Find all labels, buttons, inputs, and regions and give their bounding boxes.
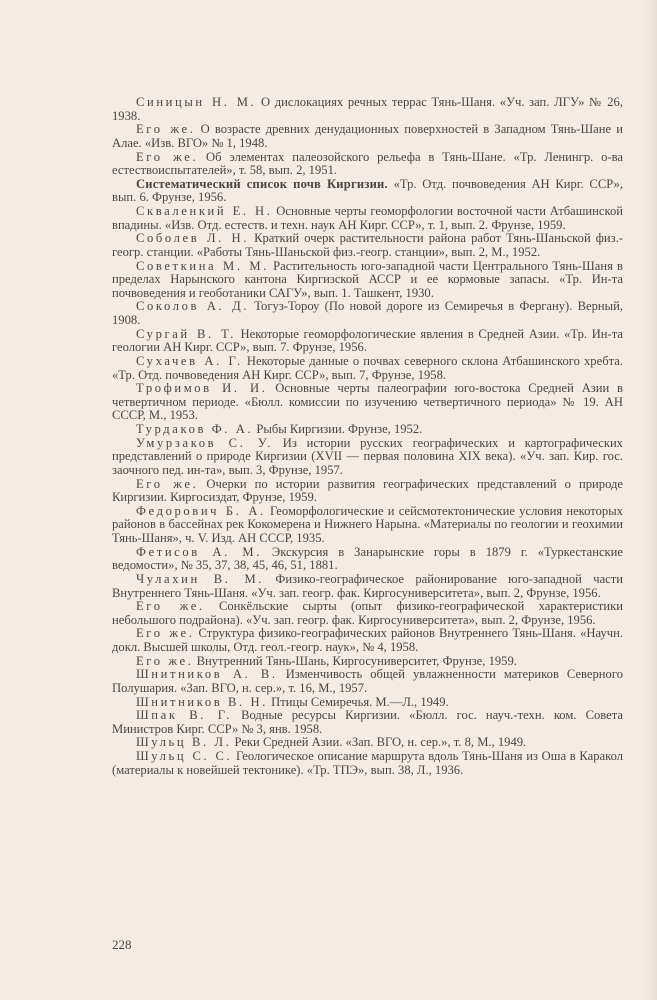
entry-text: Птицы Семиречья. М.—Л., 1949. (267, 694, 449, 709)
entry-author: Умурзаков С. У. (136, 435, 273, 450)
bibliography-entry (112, 96, 623, 123)
entry-author: Соболев Л. Н. (136, 231, 249, 246)
bibliography-entry (112, 696, 623, 710)
entry-text: Сонкёльские сырты (опыт физико-географической характеристики небольшого подрайона). «Уч. зап. геогр. фак. Киргосуниверситета», вып. 2, Фрунзе, 1956. (112, 599, 623, 627)
entry-text: Тогуз-Тороу (По новой дороге из Семиречья в Фергану). Верный, 1908. (112, 299, 623, 327)
entry-author: Его же. (136, 599, 205, 614)
entry-author: Шульц В. Л. (136, 735, 232, 750)
entry-author: Скваленкий Е. Н. (136, 204, 273, 218)
entry-text: Структура физико-географических районов Внутреннего Тянь-Шаня. «Научн. докл. Высшей школы, Отд. геол.-геогр. наук», № 4, 1958. (112, 626, 623, 654)
entry-author: Трофимов И. И. (136, 381, 268, 396)
entry-text: Геоморфологические и сейсмотектонические условия некоторых районов в бассейнах рек Кокомерена и Нижнего Нарына. «Материалы по геологии и геохимии Тянь-Шаня», ч. V. Изд. АН СССР, 1935. (112, 503, 623, 545)
entry-author: Чулахин В. М. (136, 571, 265, 586)
bibliography-entry (112, 573, 623, 600)
entry-text: Некоторые геоморфологические явления в Средней Азии. «Тр. Ин-та геологии АН Кирг. ССР», вып. 7. Фрунзе, 1956. (112, 326, 623, 355)
entry-text: Геологическое описание маршрута вдоль Тянь-Шаня из Оша в Каракол (материалы к новейшей тектонике). «Тр. ТПЭ», вып. 38, Л., 1936. (112, 749, 623, 777)
entry-text: Изменчивость общей увлажненности материков Северного Полушария. «Зап. ВГО, н. сер.», т. 16, М., 1957. (112, 667, 623, 695)
entry-text: О возрасте древних денудационных поверхностей в Западном Тянь-Шане и Алае. «Изв. ВГО» № 1, 1948. (112, 122, 623, 150)
bibliography-entry (112, 123, 623, 150)
entry-author: Турдаков Ф. А. (136, 422, 254, 436)
entry-text: Об элементах палеозойского рельефа в Тянь-Шане. «Тр. Ленингр. о-ва естествоиспытателей», т. 58, вып. 2, 1951. (112, 149, 623, 178)
entry-text: Растительность юго-западной части Центрального Тянь-Шаня в пределах Нарынского кантона Киргизской АССР и ее кормовые запасы. «Тр. Ин-та почвоведения и геоботаники САГУ», вып. 1. Ташкент, 1930. (112, 258, 623, 300)
entry-author: Фетисов А. М. (136, 544, 262, 559)
entry-author: Шнитников В. Н. (136, 694, 268, 709)
entry-author: Его же. (136, 653, 194, 668)
bibliography-entry (112, 546, 623, 573)
entry-text: Физико-географическое районирование юго-западной части Внутреннего Тянь-Шаня. «Уч. зап. геогр. фак. Киргосуниверситета», вып. 2, Фрунзе, 1956. (112, 571, 623, 600)
entry-title-bold: Систематический список почв Киргизии. (136, 176, 388, 191)
entry-author: Шульц С. С. (136, 749, 233, 763)
page-edge-shadow (643, 0, 657, 1000)
entry-text: О дислокациях речных террас Тянь-Шаня. «Уч. зап. ЛГУ» № 26, 1938. (112, 95, 623, 123)
bibliography-entry (112, 178, 623, 205)
entry-author: Соколов А. Д. (136, 299, 250, 314)
entry-text: Экскурсия в Занарынские горы в 1879 г. «Туркестанские ведомости», № 35, 37, 38, 45, 46, 51, 1881. (112, 544, 623, 573)
entry-author: Сургай В. Т. (136, 326, 236, 341)
entry-author: Шпак В. Г. (136, 708, 232, 723)
entry-text: Основные черты палеографии юго-востока Средней Азии в четвертичном периоде. «Бюлл. комиссии по изучению четвертичного периода» № 19. АН СССР, М., 1953. (112, 381, 624, 423)
bibliography-entry (112, 205, 623, 232)
bibliography-entry (112, 260, 623, 301)
entry-text: Краткий очерк растительности района работ Тянь-Шаньской физ.-геогр. станции. «Работы Тянь-Шаньской физ.-геогр. станции», вып. 2, М., 1952. (112, 231, 623, 259)
bibliography-entry (112, 232, 623, 259)
entry-author: Его же. (136, 149, 199, 164)
entry-author: Его же. (136, 626, 195, 641)
bibliography-entry (112, 478, 623, 505)
entry-text: Из истории русских географических и картографических представлений о природе Киргизии (XVII — первая половина XIX века). «Уч. зап. Кир. гос. заочного пед. ин-та», вып. 3, Фрунзе, 1957. (112, 435, 623, 477)
bibliography-entry (112, 668, 623, 695)
bibliography-entry (112, 382, 623, 423)
bibliography-entry (112, 355, 623, 382)
bibliography-list (112, 96, 623, 777)
entry-text: Рыбы Киргизии. Фрунзе, 1952. (253, 422, 423, 436)
entry-text: Основные черты геоморфологии восточной части Атбашинской впадины. «Изв. Отд. естеств. и техн. наук АН Кирг. ССР», т. 1, вып. 2. Фрунзе, 1959. (112, 204, 623, 232)
entry-text: Внутренний Тянь-Шань, Киргосуниверситет, Фрунзе, 1959. (193, 653, 517, 668)
entry-text: Водные ресурсы Киргизии. «Бюлл. гос. науч.-техн. ком. Совета Министров Кирг. ССР» № 3, янв. 1958. (112, 708, 623, 736)
entry-text: Очерки по истории развития географических представлений о природе Киргизии. Киргосиздат, Фрунзе, 1959. (112, 476, 624, 505)
entry-text: Реки Средней Азии. «Зап. ВГО, н. сер.», т. 8, М., 1949. (231, 735, 527, 750)
bibliography-entry (112, 328, 623, 355)
bibliography-entry (112, 423, 623, 437)
entry-text: Некоторые данные о почвах северного склона Атбашинского хребта. «Тр. Отд. почвоведения АН Кирг. ССР», вып. 7, Фрунзе, 1958. (112, 353, 623, 382)
bibliography-entry (112, 300, 623, 327)
bibliography-entry (112, 505, 623, 546)
entry-author: Шнитников А. В. (136, 667, 278, 682)
bibliography-entry (112, 736, 623, 750)
entry-author: Сухачев А. Г. (136, 353, 243, 368)
bibliography-entry (112, 627, 623, 654)
entry-author: Синицын Н. М. (136, 95, 257, 109)
bibliography-entry (112, 750, 623, 777)
entry-author: Советкина М. М. (136, 258, 269, 273)
entry-text: «Тр. Отд. почвоведения АН Кирг. ССР», вып. 6. Фрунзе, 1956. (112, 176, 623, 205)
bibliography-entry (112, 709, 623, 736)
bibliography-entry (112, 655, 623, 669)
entry-author: Его же. (136, 476, 199, 491)
bibliography-entry (112, 151, 623, 178)
page-number: 228 (112, 937, 132, 952)
entry-author: Федорович Б. А. (136, 503, 266, 518)
bibliography-entry (112, 600, 623, 627)
entry-author: Его же. (136, 122, 196, 137)
bibliography-entry (112, 437, 623, 478)
